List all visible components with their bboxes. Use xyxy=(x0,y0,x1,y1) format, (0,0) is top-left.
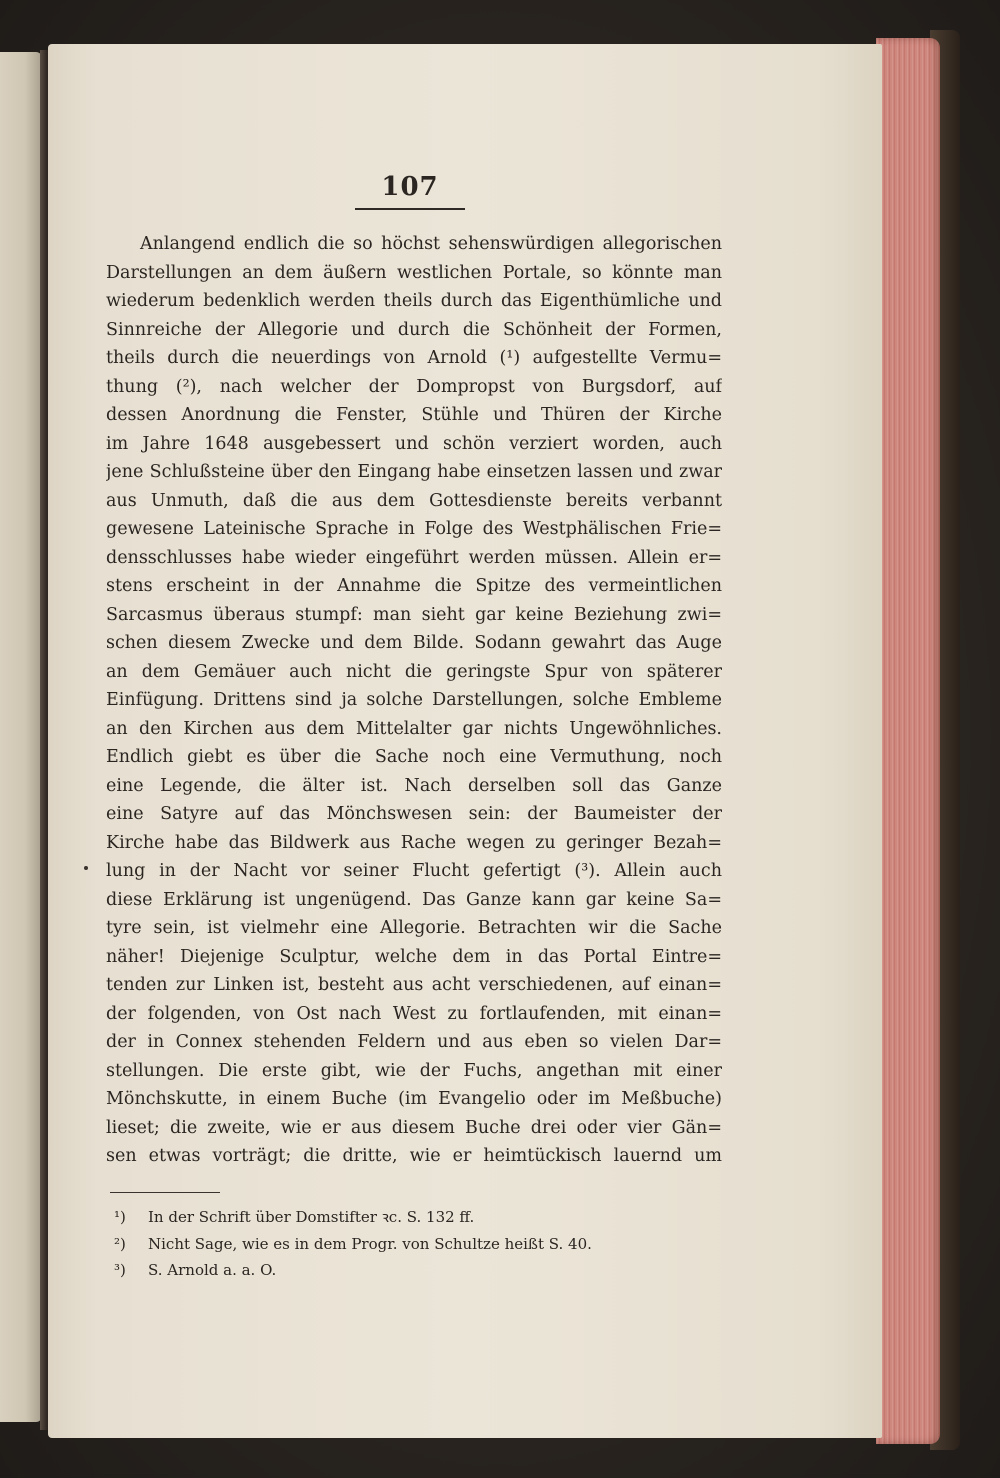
text-line: Anlangend endlich die so höchst sehenswürdigen allegorischen xyxy=(140,234,722,254)
text-line: schen diesem Zwecke und dem Bilde. Sodann gewahrt das Auge xyxy=(106,633,722,653)
footnote-marker: ¹) xyxy=(114,1208,126,1226)
text-line: wiederum bedenklich werden theils durch das Eigenthümliche und xyxy=(106,291,722,311)
text-line: Einfügung. Drittens sind ja solche Darstellungen, solche Embleme xyxy=(106,690,722,710)
text-line: stens erscheint in der Annahme die Spitze des vermeintlichen xyxy=(106,576,722,596)
text-line: sen etwas vorträgt; die dritte, wie er heimtückisch lauernd um xyxy=(106,1146,722,1166)
text-line: diese Erklärung ist ungenügend. Das Ganze kann gar keine Sa= xyxy=(106,889,722,910)
footnote xyxy=(114,1231,714,1258)
margin-mark xyxy=(84,866,88,870)
facing-page-edge xyxy=(0,52,42,1422)
text-line: densschlusses habe wieder eingeführt werden müssen. Allein er= xyxy=(106,547,722,568)
text-line: theils durch die neuerdings von Arnold (¹) aufgestellte Vermu= xyxy=(106,348,722,368)
text-line: lung in der Nacht vor seiner Flucht gefertigt (³). Allein auch xyxy=(106,861,722,881)
text-line: lieset; die zweite, wie er aus diesem Buche drei oder vier Gän= xyxy=(106,1117,722,1138)
footnote-text: Nicht Sage, wie es in dem Progr. von Schultze heißt S. 40. xyxy=(148,1234,592,1253)
footnote xyxy=(114,1204,714,1231)
text-line: aus Unmuth, daß die aus dem Gottesdienste bereits verbannt xyxy=(106,490,722,511)
text-line: der folgenden, von Ost nach West zu fortlaufenden, mit einan= xyxy=(106,1003,722,1024)
text-line: stellungen. Die erste gibt, wie der Fuchs, angethan mit einer xyxy=(106,1060,722,1081)
text-line: thung (²), nach welcher der Dompropst von Burgsdorf, auf xyxy=(106,376,722,397)
text-line: eine Legende, die älter ist. Nach derselben soll das Ganze xyxy=(106,775,722,796)
page-block-edge xyxy=(876,38,940,1444)
text-line: Kirche habe das Bildwerk aus Rache wegen zu geringer Bezah= xyxy=(106,832,722,853)
text-line: Sarcasmus überaus stumpf: man sieht gar keine Beziehung zwi= xyxy=(106,604,722,625)
footnote-rule xyxy=(110,1192,220,1193)
text-line: im Jahre 1648 ausgebessert und schön verziert worden, auch xyxy=(106,433,722,454)
text-line: Darstellungen an dem äußern westlichen Portale, so könnte man xyxy=(106,262,722,283)
footnote-marker: ³) xyxy=(114,1261,126,1279)
text-line: Endlich giebt es über die Sache noch eine Vermuthung, noch xyxy=(106,747,722,767)
footnote-text: In der Schrift über Domstifter ꝛc. S. 132 ff. xyxy=(148,1208,475,1226)
text-line: dessen Anordnung die Fenster, Stühle und Thüren der Kirche xyxy=(106,405,722,425)
footnote xyxy=(114,1257,714,1284)
page-number: 107 xyxy=(381,172,439,202)
text-line: gewesene Lateinische Sprache in Folge des Westphälischen Frie= xyxy=(106,519,722,539)
text-line: eine Satyre auf das Mönchswesen sein: der Baumeister der xyxy=(106,804,722,824)
page-number-rule xyxy=(355,208,465,210)
text-line: jene Schlußsteine über den Eingang habe einsetzen lassen und zwar xyxy=(106,462,722,482)
text-line: an dem Gemäuer auch nicht die geringste Spur von späterer xyxy=(106,661,722,682)
footnote-marker: ²) xyxy=(114,1234,126,1253)
footnotes xyxy=(114,1204,714,1284)
text-line: tyre sein, ist vielmehr eine Allegorie. Betrachten wir die Sache xyxy=(106,918,722,938)
text-line: der in Connex stehenden Feldern und aus eben so vielen Dar= xyxy=(106,1032,722,1052)
footnote-text: S. Arnold a. a. O. xyxy=(148,1261,277,1279)
body-text xyxy=(106,230,722,1171)
text-line: an den Kirchen aus dem Mittelalter gar nichts Ungewöhnliches. xyxy=(106,718,722,739)
text-line: Mönchskutte, in einem Buche (im Evangelio oder im Meßbuche) xyxy=(106,1089,722,1109)
text-line: Sinnreiche der Allegorie und durch die Schönheit der Formen, xyxy=(106,319,722,340)
text-line: näher! Diejenige Sculptur, welche dem in das Portal Eintre= xyxy=(106,946,722,967)
text-line: tenden zur Linken ist, besteht aus acht verschiedenen, auf einan= xyxy=(106,975,722,995)
